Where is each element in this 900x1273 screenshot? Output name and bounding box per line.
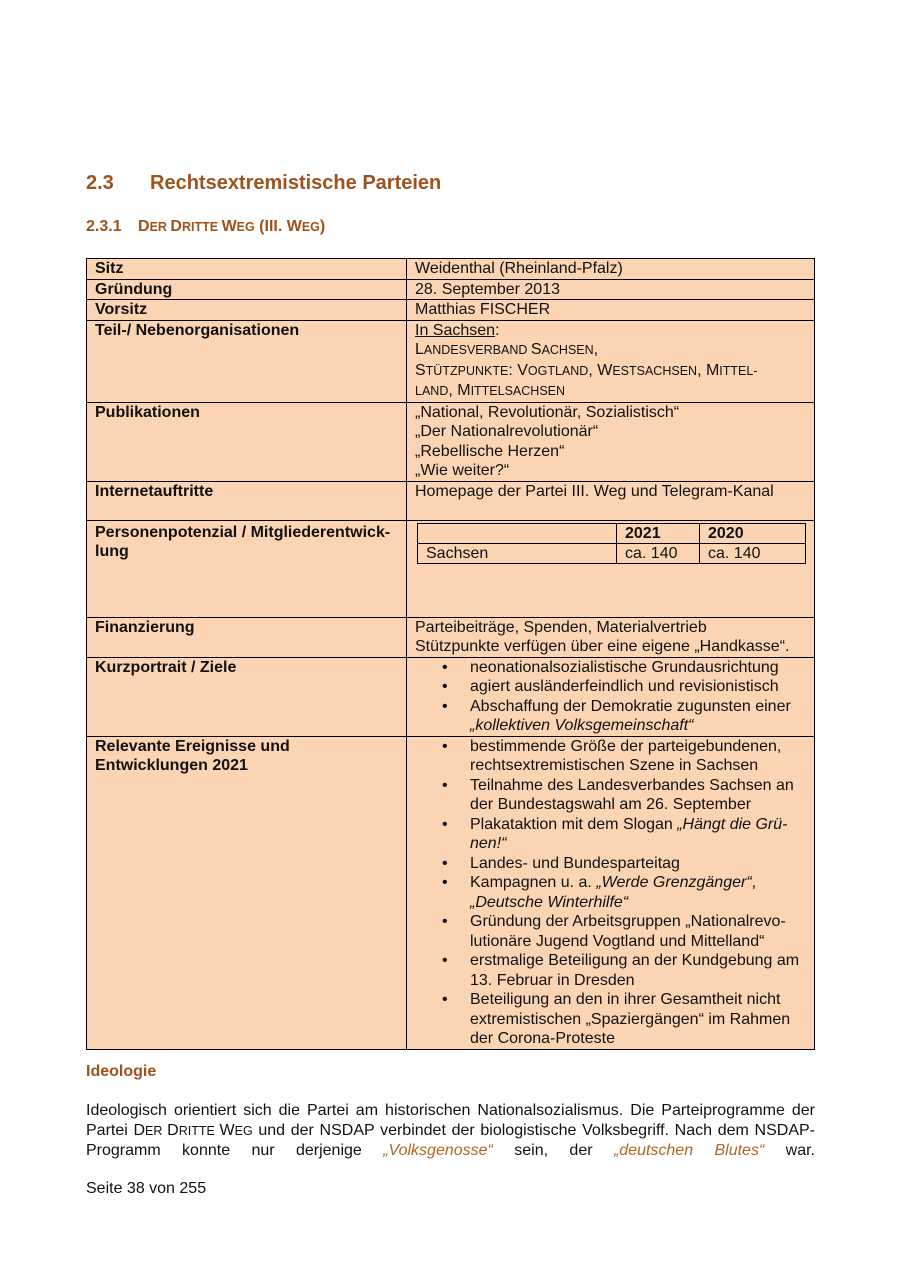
publication-item: „Der Nationalrevolutionär“ — [415, 423, 599, 440]
member-count: ca. 140 — [617, 543, 700, 563]
label-kurzportrait: Kurzportrait / Ziele — [87, 657, 407, 736]
list-item: • Plakataktion mit dem Slogan „Hängt die Grü-nen!“ — [470, 815, 808, 854]
value-kurzportrait — [407, 657, 815, 736]
label-ereignisse: Relevante Ereignisse und Entwicklungen 2021 — [87, 736, 407, 1049]
row-publikationen — [87, 402, 815, 481]
value-finanzierung: Parteibeiträge, Spenden, Materialvertrieb Stützpunkte verfügen über eine eigene „Handkasse“. — [407, 617, 815, 657]
section-number: 2.3 — [86, 172, 114, 194]
row-teilorg — [87, 320, 815, 402]
region-cell: Sachsen — [418, 543, 617, 563]
list-item: • Landes- und Bundesparteitag — [470, 854, 808, 874]
teilorg-line1: LANDESVERBAND SACHSEN, — [415, 341, 599, 358]
list-item: • Gründung der Arbeitsgruppen „Nationalrevo-lutionäre Jugend Vogtland und Mittelland“ — [470, 912, 808, 951]
row-gruendung — [87, 279, 815, 300]
member-count: ca. 140 — [700, 543, 806, 563]
row-sitz — [87, 259, 815, 280]
list-item: • bestimmende Größe der parteigebundenen, rechtsextremistischen Szene in Sachsen — [470, 737, 808, 776]
list-item: • Teilnahme des Landesverbandes Sachsen an der Bundestagswahl am 26. September — [470, 776, 808, 815]
label-internet: Internetauftritte — [87, 481, 407, 520]
label-personen: Personenpotenzial / Mitgliederentwick- lung — [87, 520, 407, 617]
ideologie-paragraph: Ideologisch orientiert sich die Partei am historischen Nationalsozialismus. Die Parteiprogramme der Partei DER DRITTE WEG und der NSDAP verbindet der biologistische Volksbegriff. Nach dem NSDAP-Programm konnte nur derjenige „Volksgenosse“ sein, der „deutschen Blutes“ war. — [86, 1102, 816, 1159]
list-item: • Beteiligung an den in ihrer Gesamtheit nicht extremistischen „Spaziergängen“ im Rahmen der Corona-Proteste — [470, 990, 808, 1049]
section-title: Rechtsextremistische Parteien — [150, 172, 442, 194]
list-item: • Abschaffung der Demokratie zugunsten einer „kollektiven Volksgemeinschaft“ — [470, 697, 808, 736]
label-vorsitz: Vorsitz — [87, 300, 407, 321]
publication-item: „Wie weiter?“ — [415, 462, 510, 479]
teilorg-line2: STÜTZPUNKTE: VOGTLAND, WESTSACHSEN, MITTEL- — [415, 361, 758, 379]
list-item: • Kampagnen u. a. „Werde Grenzgänger“, „Deutsche Winterhilfe“ — [470, 873, 808, 912]
list-item: • erstmalige Beteiligung an der Kundgebung am 13. Februar in Dresden — [470, 951, 808, 990]
list-item: • agiert ausländerfeindlich und revisionistisch — [470, 677, 808, 697]
row-finanzierung — [87, 617, 815, 657]
row-kurzportrait — [87, 657, 815, 736]
label-teilorg: Teil-/ Nebenorganisationen — [87, 320, 407, 402]
subsection-number: 2.3.1 — [86, 218, 122, 235]
value-publikationen — [407, 402, 815, 481]
label-publikationen: Publikationen — [87, 402, 407, 481]
year-header: 2020 — [700, 523, 806, 543]
label-sitz: Sitz — [87, 259, 407, 280]
value-gruendung: 28. September 2013 — [407, 279, 815, 300]
label-finanzierung: Finanzierung — [87, 617, 407, 657]
value-sitz: Weidenthal (Rheinland-Pfalz) — [407, 259, 815, 280]
row-personen — [87, 520, 815, 617]
row-ereignisse — [87, 736, 815, 1049]
subsection-heading: 2.3.1 DER DRITTE WEG (III. WEG) — [86, 218, 326, 235]
value-vorsitz: Matthias FISCHER — [407, 300, 815, 321]
value-teilorg: In Sachsen: LANDESVERBAND SACHSEN, STÜTZPUNKTE: VOGTLAND, WESTSACHSEN, MITTEL- LAND, MITTELSACHSEN — [407, 320, 815, 402]
list-item: • neonationalsozialistische Grundausrichtung — [470, 658, 808, 678]
publication-item: „National, Revolutionär, Sozialistisch“ — [415, 403, 680, 421]
value-personen — [407, 520, 815, 617]
teilorg-line3: LAND, MITTELSACHSEN — [415, 382, 566, 399]
value-ereignisse — [407, 736, 815, 1049]
value-internet: Homepage der Partei III. Weg und Telegram-Kanal — [407, 481, 815, 520]
label-gruendung: Gründung — [87, 279, 407, 300]
party-fact-table — [86, 258, 815, 1050]
teilorg-intro: In Sachsen — [415, 321, 496, 339]
year-header: 2021 — [617, 523, 700, 543]
section-heading — [86, 172, 441, 195]
publication-item: „Rebellische Herzen“ — [415, 442, 565, 460]
ideologie-heading: Ideologie — [86, 1063, 157, 1080]
row-vorsitz — [87, 300, 815, 321]
row-internet — [87, 481, 815, 520]
page-number: Seite 38 von 255 — [86, 1180, 207, 1197]
membership-table — [417, 523, 806, 564]
